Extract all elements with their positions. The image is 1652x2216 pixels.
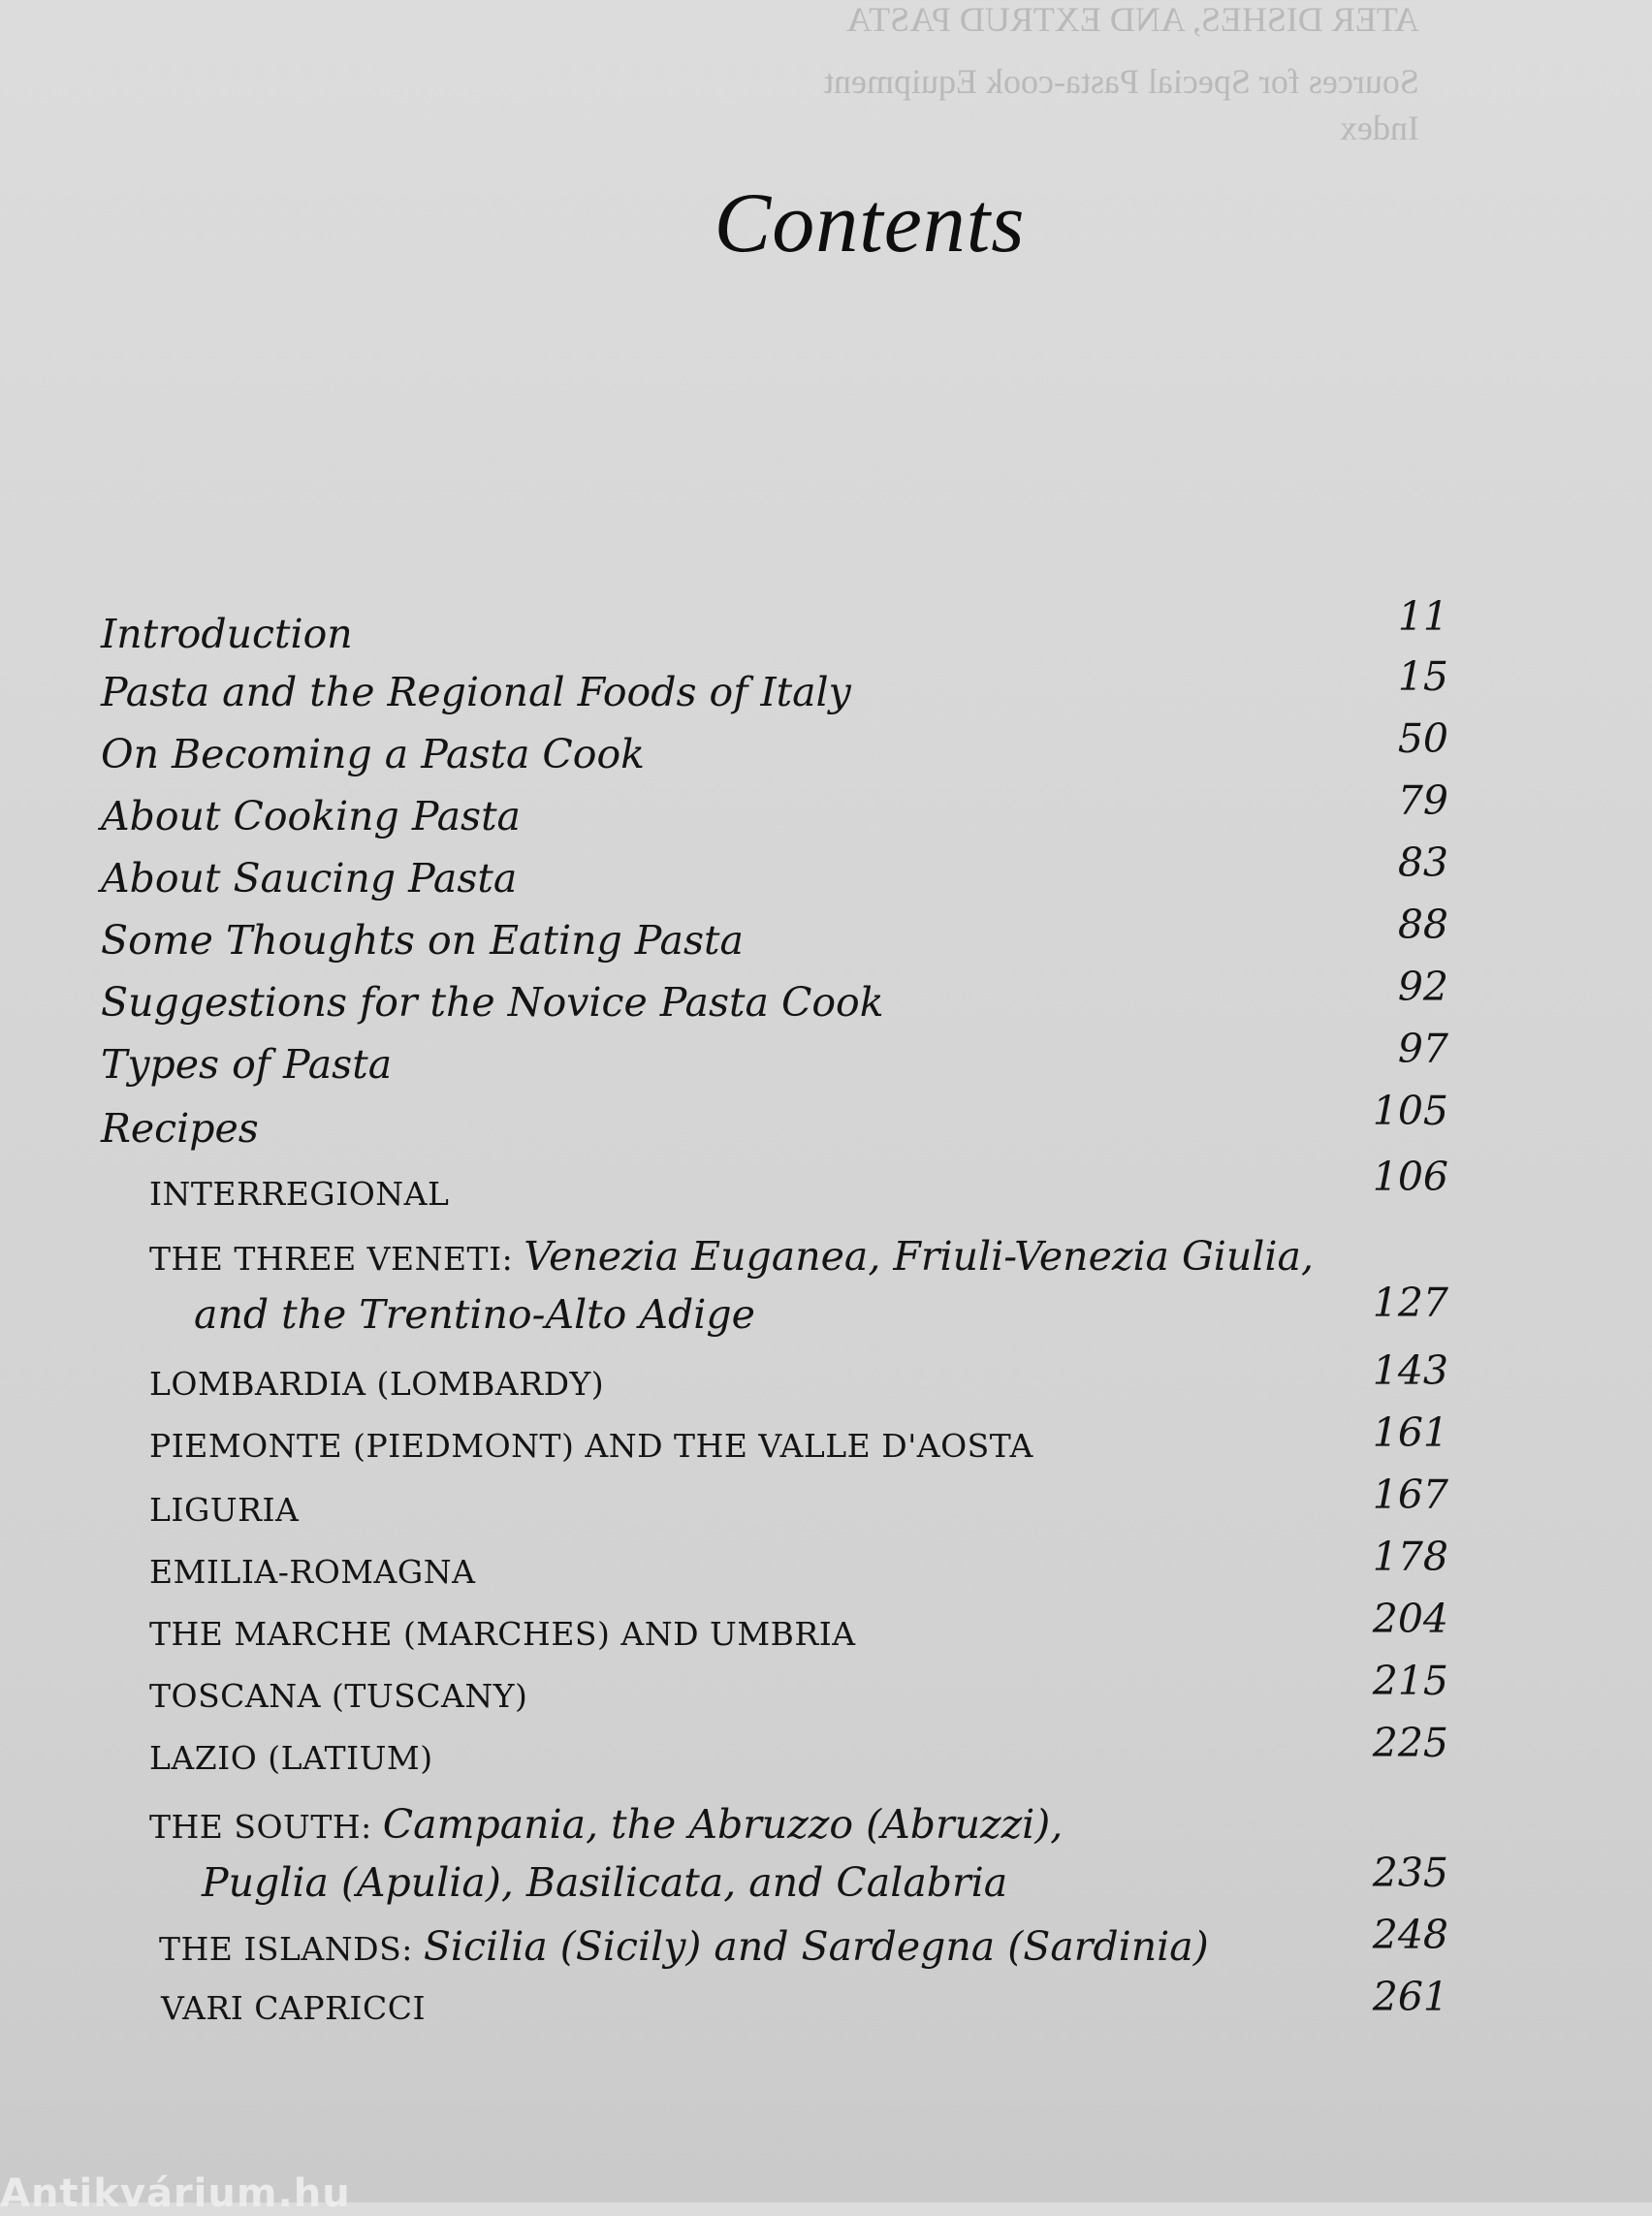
toc-page-number: 248 — [1372, 1912, 1448, 1958]
toc-section-title: VARI CAPRICCI — [161, 1989, 426, 2027]
toc-page-number: 50 — [1397, 715, 1448, 762]
toc-section-title: LIGURIA — [149, 1491, 300, 1529]
toc-section-title: LAZIO (LATIUM) — [149, 1739, 433, 1777]
toc-page-number: 127 — [1372, 1280, 1448, 1326]
toc-section-title: TOSCANA (TUSCANY) — [149, 1677, 528, 1715]
toc-section — [0, 1347, 1652, 1409]
toc-page-number: 11 — [1397, 593, 1448, 640]
toc-section-subtitle: Puglia (Apulia), Basilicata, and Calabria — [202, 1859, 1008, 1906]
toc-entry-title: Pasta and the Regional Foods of Italy — [101, 669, 851, 715]
toc-entry — [0, 1026, 1652, 1093]
toc-section-title: THE MARCHE (MARCHES) AND UMBRIA — [149, 1615, 856, 1653]
toc-section — [0, 1596, 1652, 1658]
toc-entry-title: About Saucing Pasta — [101, 855, 518, 902]
toc-section-title: INTERREGIONAL — [149, 1175, 450, 1213]
toc-section-title: THE SOUTH: Campania, the Abruzzo (Abruzzi), — [149, 1801, 1064, 1848]
toc-entry-title: About Cooking Pasta — [101, 793, 521, 839]
toc-page-number: 167 — [1372, 1472, 1448, 1518]
toc-page-number: 79 — [1397, 777, 1448, 824]
toc-entry — [0, 964, 1652, 1031]
toc-section-subtitle: Campania, the Abruzzo (Abruzzi), — [382, 1801, 1064, 1848]
toc-section-title: PIEMONTE (PIEDMONT) AND THE VALLE D'AOSTA — [149, 1427, 1033, 1465]
toc-section — [0, 1472, 1652, 1534]
toc-entry — [0, 593, 1652, 659]
toc-page-number: 225 — [1372, 1720, 1448, 1766]
toc-entry — [0, 777, 1652, 845]
toc-entry-title: Types of Pasta — [101, 1041, 393, 1088]
toc-page-number: 215 — [1372, 1658, 1448, 1704]
watermark: Antikvárium.hu — [0, 2171, 351, 2216]
toc-page-number: 92 — [1397, 964, 1448, 1010]
toc-section-title: EMILIA-ROMAGNA — [149, 1553, 476, 1591]
toc-section-title: THE ISLANDS: Sicilia (Sicily) and Sardegna (Sardinia) — [159, 1923, 1209, 1970]
toc-entry — [0, 1088, 1652, 1155]
toc-page-number: 161 — [1372, 1409, 1448, 1456]
toc-entry — [0, 902, 1652, 969]
toc-page-number: 83 — [1397, 839, 1448, 886]
toc-section-continuation — [0, 1280, 1652, 1344]
toc-section — [0, 1974, 1652, 2036]
toc-section — [0, 1720, 1652, 1782]
page-title: Contents — [714, 176, 1026, 270]
bleed-through-line: Index — [1340, 109, 1419, 147]
bleed-through-line: Sources for Special Pasta-cook Equipment — [824, 62, 1419, 101]
toc-page-number: 261 — [1372, 1974, 1448, 2020]
toc-section-title: LOMBARDIA (LOMBARDY) — [149, 1365, 605, 1403]
toc-page-number: 204 — [1372, 1596, 1448, 1642]
toc-page-number: 15 — [1397, 653, 1448, 700]
toc-section-title: THE THREE VENETI: Venezia Euganea, Friuli-Venezia Giulia, — [149, 1233, 1315, 1280]
toc-page-number: 143 — [1372, 1347, 1448, 1394]
toc-section — [0, 1223, 1652, 1282]
toc-entry-title: Suggestions for the Novice Pasta Cook — [101, 979, 884, 1026]
toc-section — [0, 1154, 1652, 1221]
toc-entry-title: Introduction — [101, 611, 353, 657]
toc-page-number: 97 — [1397, 1026, 1448, 1072]
toc-entry-title: Recipes — [101, 1105, 259, 1152]
toc-entry — [0, 715, 1652, 783]
toc-page-number: 88 — [1397, 902, 1448, 948]
toc-section — [0, 1534, 1652, 1596]
toc-page-number: 105 — [1372, 1088, 1448, 1134]
toc-page-number: 235 — [1372, 1850, 1448, 1896]
toc-section — [0, 1409, 1652, 1472]
toc-page-number: 178 — [1372, 1534, 1448, 1580]
toc-entry-title: On Becoming a Pasta Cook — [101, 731, 646, 777]
toc-entry — [0, 839, 1652, 907]
bleed-through-line: ATER DISHES, AND EXTRUD PASTA — [846, 0, 1419, 39]
toc-section-subtitle: and the Trentino-Alto Adige — [194, 1291, 755, 1338]
toc-section — [0, 1912, 1652, 1974]
toc-section-subtitle: Sicilia (Sicily) and Sardegna (Sardinia) — [423, 1923, 1209, 1970]
toc-section-subtitle: Venezia Euganea, Friuli-Venezia Giulia, — [524, 1233, 1315, 1280]
toc-section — [0, 1789, 1652, 1848]
toc-page-number: 106 — [1372, 1154, 1448, 1200]
toc-entry-title: Some Thoughts on Eating Pasta — [101, 917, 744, 964]
toc-entry — [0, 653, 1652, 721]
toc-section — [0, 1658, 1652, 1720]
toc-section-continuation — [0, 1852, 1652, 1910]
